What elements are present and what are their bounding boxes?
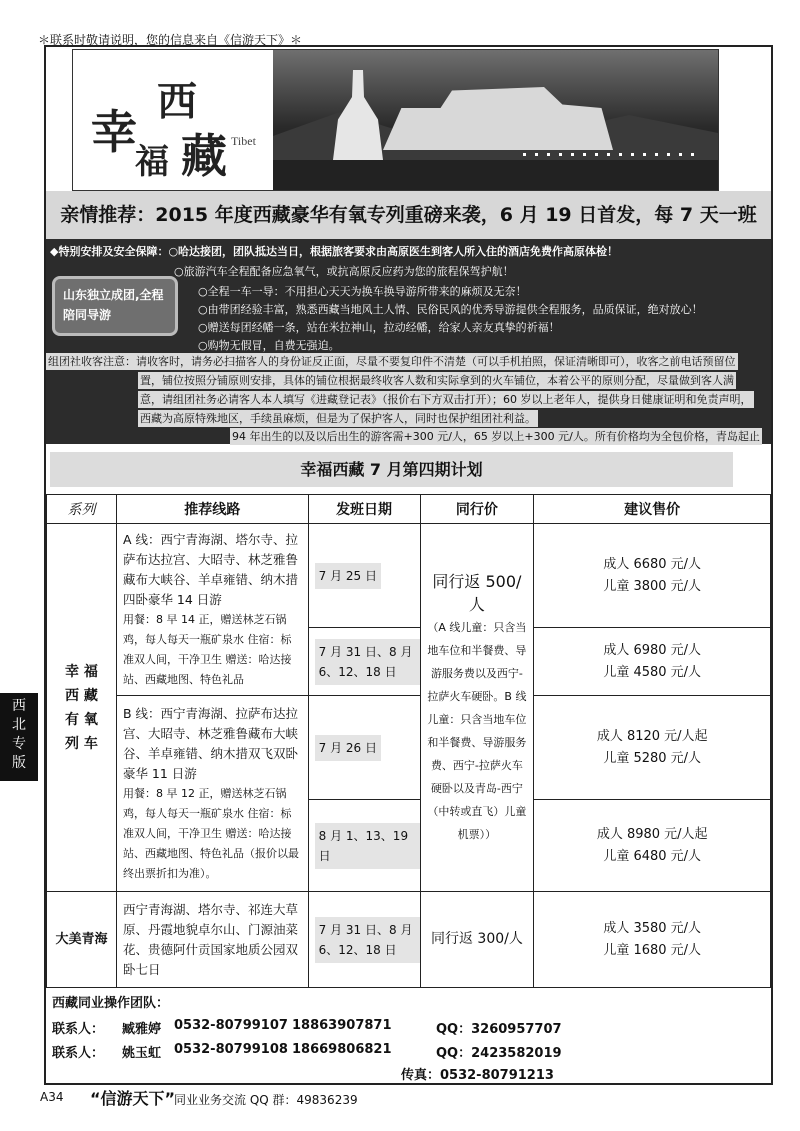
col-header: 建议售价 [534, 495, 771, 524]
contact-tel: 0532-80799107 [174, 1018, 288, 1033]
suggested-price: 成人 6980 元/人 儿童 4580 元/人 [534, 628, 771, 696]
departure-date: 7 月 31 日、8 月 6、12、18 日 [308, 628, 420, 696]
feature-line: ○旅游汽车全程配备应急氧气，或抗高原反应药为您的旅程保驾护航！ [174, 265, 514, 278]
notice-line: 94 年出生的以及以后出生的游客需+300 元/人，65 岁以上+300 元/人。所有价格均为全包价格，青岛起止 [232, 430, 760, 443]
col-header: 发班日期 [308, 495, 420, 524]
fax: 传真：0532-80791213 [401, 1068, 554, 1083]
info-panel [46, 239, 771, 444]
col-header: 同行价 [420, 495, 534, 524]
contact-qq: QQ：3260957707 [436, 1022, 562, 1037]
table-row [47, 892, 771, 988]
feature-line: ○由带团经验丰富，熟悉西藏当地风土人情、民俗民风的优秀导游提供全程服务，品质保证，绝对放心！ [198, 303, 703, 316]
logo-char: 幸 [91, 105, 137, 159]
notice-line: 组团社收客注意：请收客时，请务必扫描客人的身份证反正面，尽量不要复印件不清楚（可以手机拍照，保证清晰即可），收客之前电话预留位 [48, 355, 736, 368]
contact-name: 臧雅婷 [122, 1022, 162, 1037]
departure-date: 7 月 31 日、8 月 6、12、18 日 [308, 892, 420, 988]
logo-char: 藏 [181, 129, 227, 183]
side-box: 山东独立成团,全程陪同导游 [52, 276, 178, 336]
departure-date: 7 月 25 日 [308, 524, 420, 628]
departure-date: 8 月 1、13、19 日 [308, 800, 420, 892]
contact-mobile: 18669806821 [292, 1042, 392, 1057]
col-header: 推荐线路 [116, 495, 308, 524]
headline: 亲情推荐：2015 年度西藏豪华有氧专列重磅来袭，6 月 19 日首发，每 7 天一班 [46, 191, 771, 239]
feature-line: ○购物无假冒，自费无强迫。 [198, 339, 340, 352]
route-a: A 线：西宁青海湖、塔尔寺、拉萨布达拉宫、大昭寺、林芝雅鲁藏布大峡谷、羊卓雍错、纳木措四卧豪华 14 日游 用餐：8 早 14 正，赠送林芝石锅鸡，每人每天一瓶矿泉水 住宿：标准双人间，干净卫生 赠送：哈达接站、西藏地图、特色礼品 [116, 524, 308, 696]
feature-line: ○全程一车一导：不用担心天天为换车换导游所带来的麻烦及无奈！ [198, 285, 527, 298]
contact-footer [46, 988, 771, 1083]
contact-name: 姚玉虹 [122, 1046, 162, 1061]
logo-en: Tibet [231, 134, 256, 148]
suggested-price: 成人 8120 元/人起 儿童 5280 元/人 [534, 696, 771, 800]
suggested-price: 成人 8980 元/人起 儿童 6480 元/人 [534, 800, 771, 892]
team-title: 西藏同业操作团队： [52, 996, 170, 1011]
qq-group: 同业业务交流 QQ 群：49836239 [174, 1093, 358, 1107]
departure-date: 7 月 26 日 [308, 696, 420, 800]
series-name: 大美青海 [47, 892, 117, 988]
logo-char: 西 [157, 78, 197, 125]
section-tab: 西北专版 [0, 693, 38, 781]
contact-mobile: 18863907871 [292, 1018, 392, 1033]
logo-char: 福 [135, 142, 169, 182]
price-table [46, 494, 771, 988]
suggested-price: 成人 3580 元/人 儿童 1680 元/人 [534, 892, 771, 988]
top-note: ＊联系时敬请说明，您的信息来自《信游天下》＊ [38, 33, 303, 47]
route-b: B 线：西宁青海湖、拉萨布达拉宫、大昭寺、林芝雅鲁藏布大峡谷、羊卓雍错、纳木措双飞双卧豪华 11 日游 用餐：8 早 12 正，赠送林芝石锅鸡，每人每天一瓶矿泉水 住宿：标准双人间，干净卫生 赠送：哈达接站、西藏地图、特色礼品（报价以最终出票折扣为准）。 [116, 696, 308, 892]
notice-line: 意，请组团社务必请客人本人填写《进藏登记表》（报价右下方双击打开）；60 岁以上老年人，提供身日健康证明和免责声明， [140, 393, 752, 406]
route-qinghai: 西宁青海湖、塔尔寺、祁连大草原、丹霞地貌卓尔山、门源油菜花、贵德阿什贡国家地质公园双卧七日 [116, 892, 308, 988]
suggested-price: 成人 6680 元/人 儿童 3800 元/人 [534, 524, 771, 628]
table-row [47, 524, 771, 628]
contact-label: 联系人： [52, 1022, 105, 1037]
feature-line: ◆特别安排及安全保障：○哈达接团，团队抵达当日，根据旅客要求由高原医生到客人所入住的酒店免费作高原体检！ [50, 245, 619, 258]
peer-price: 同行返 300/人 [420, 892, 534, 988]
table-row [47, 696, 771, 800]
table-header [47, 495, 771, 524]
contact-tel: 0532-80799108 [174, 1042, 288, 1057]
potala-photo [273, 50, 718, 190]
col-header: 系列 [47, 495, 117, 524]
series-name: 幸 福 西 藏 有 氧 列 车 [47, 524, 117, 892]
page-number: A34 [40, 1090, 64, 1104]
contact-label: 联系人： [52, 1046, 105, 1061]
logo [73, 50, 273, 190]
feature-line: ○赠送每团经幡一条，站在米拉神山，拉动经幡，给家人亲友真挚的祈福！ [198, 321, 560, 334]
contact-qq: QQ：2423582019 [436, 1046, 562, 1061]
banner [72, 49, 719, 191]
peer-price: 同行返 500/人 （A 线儿童：只含当地车位和半餐费、导游服务费以及西宁-拉萨火车硬卧。B 线儿童：只含当地车位和半餐费、导游服务费、西宁-拉萨火车硬卧以及青岛-西宁（中转或直飞）儿童机票）） [420, 524, 534, 892]
notice-line: 置，铺位按照分铺原则安排，具体的铺位根据最终收客人数和实际拿到的火车铺位，本着公平的原则分配，尽量做到客人满 [140, 374, 734, 387]
brand-name: “信游天下” [90, 1089, 176, 1108]
notice-line: 西藏为高原特殊地区，手续虽麻烦，但是为了保护客人，同时也保护组团社利益。 [140, 412, 536, 425]
plan-title: 幸福西藏 7 月第四期计划 [50, 452, 733, 487]
